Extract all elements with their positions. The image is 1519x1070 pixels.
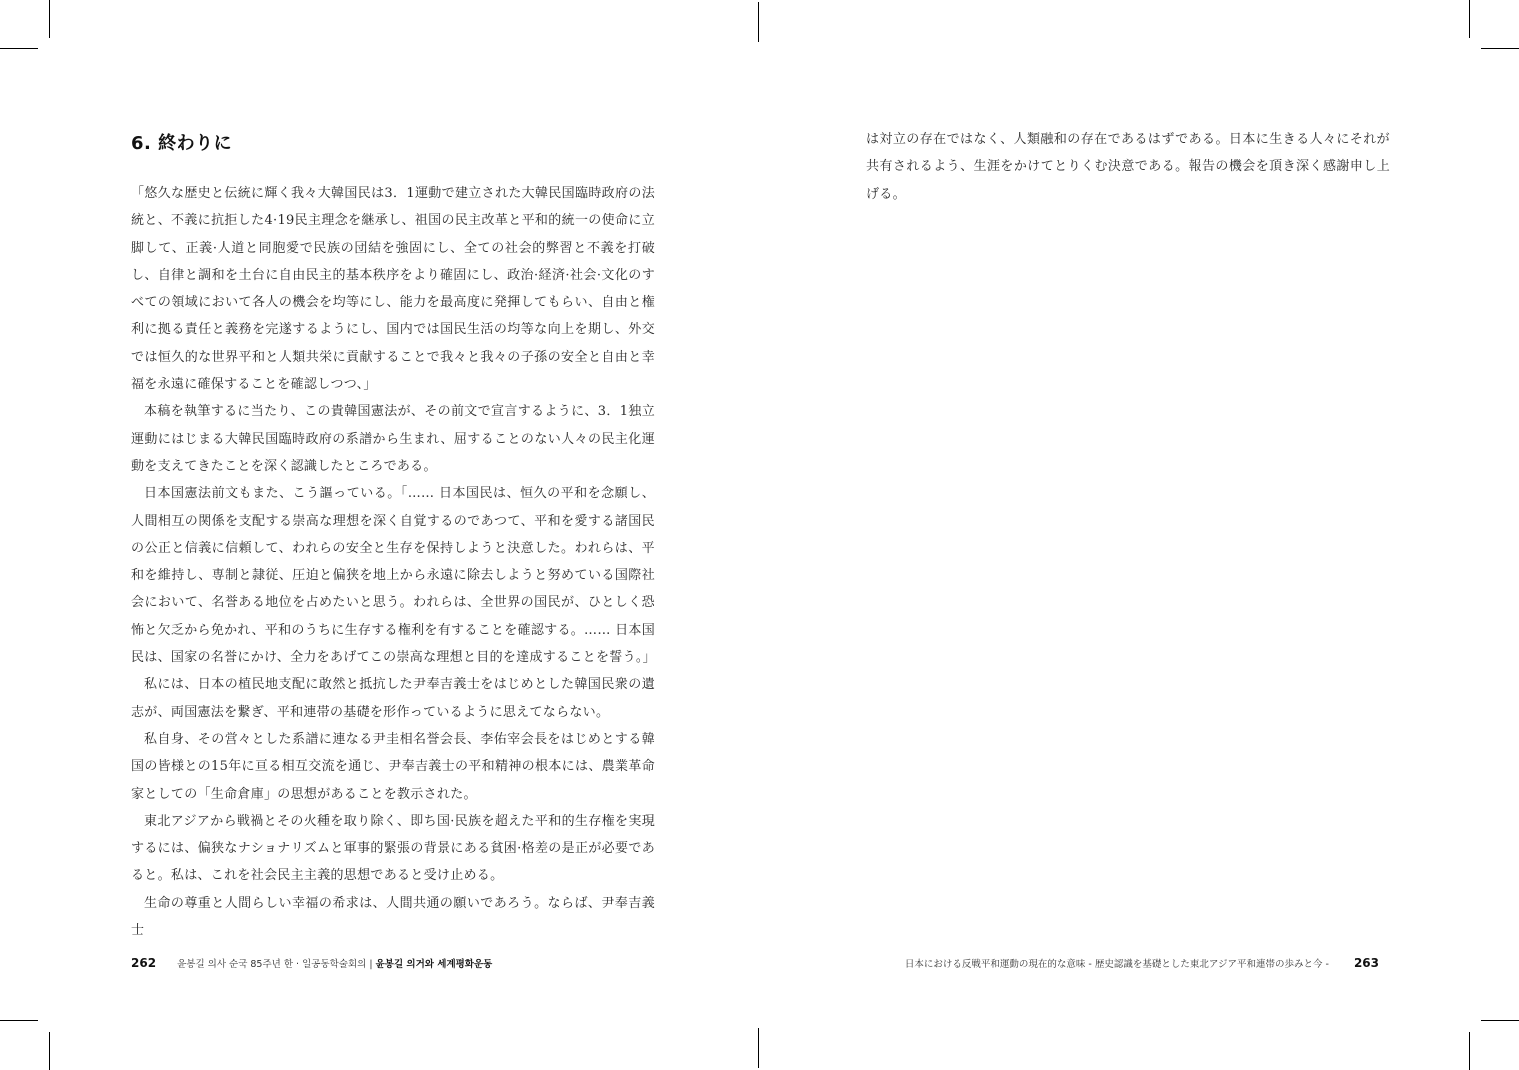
paragraph: 日本国憲法前文もまた、こう謳っている。「…… 日本国民は、恒久の平和を念願し、人間相互の関係を支配する崇高な理想を深く自覚するのであつて、平和を愛する諸国民の公正と信義に信頼して、われらの安全と生存を保持しようと決意した。われらは、平和を維持し、専制と隷従、圧迫と偏狭を地上から永遠に除去しようと努めている国際社会において、名誉ある地位を占めたいと思う。われらは、全世界の国民が、ひとしく恐怖と欠乏から免かれ、平和のうちに生存する権利を有することを確認する。…… 日本国民は、国家の名誉にかけ、全力をあげてこの崇高な理想と目的を達成することを誓う。」 [131,486,656,666]
page-number: 263 [1353,956,1379,970]
running-header-series: 윤봉길 의사 순국 85주년 한 · 일공동학술회의 | [177,959,373,970]
page-footer [905,956,1379,970]
body-text [131,180,655,944]
right-page [760,0,1519,1070]
section-heading: 6. 終わりに [131,133,233,154]
running-header-book-title: 윤봉길 의거와 세계평화운동 [375,959,493,970]
page-number: 262 [131,956,157,970]
body-text [866,126,1390,208]
running-header-title: 日本における反戦平和運動の現在的な意味 - 歴史認識を基礎とした東北アジア平和連帯の歩みと今 - [904,959,1329,970]
paragraph: 生命の尊重と人間らしい幸福の希求は、人間共通の願いであろう。ならば、尹奉吉義士 [131,895,655,939]
paragraph: 東北アジアから戦禍とその火種を取り除く、即ち国·民族を超えた平和的生存権を実現するには、偏狭なナショナリズムと軍事的緊張の背景にある貧困·格差の是正が必要であると。私は、これを社会民主主義的思想であると受け止める。 [131,813,655,884]
paragraph: 本稿を執筆するに当たり、この貴韓国憲法が、その前文で宣言するように、3．1独立運動にはじまる大韓民国臨時政府の系譜から生まれ、屈することのない人々の民主化運動を支えてきたことを深く認識したところである。 [131,404,655,474]
paragraph: 「悠久な歴史と伝統に輝く我々大韓国民は3．1運動で建立された大韓民国臨時政府の法統と、不義に抗拒した4·19民主理念を継承し、祖国の民主改革と平和的統一の使命に立脚して、正義·人道と同胞愛で民族の団結を強固にし、全ての社会的弊習と不義を打破し、自律と調和を土台に自由民主的基本秩序をより確固にし、政治·経済·社会·文化のすべての領域において各人の機会を均等にし、能力を最高度に発揮してもらい、自由と権利に拠る責任と義務を完遂するようにし、国内では国民生活の均等な向上を期し、外交では恒久的な世界平和と人類共栄に貢献することで我々と我々の子孫の安全と自由と幸福を永遠に確保することを確認しつつ、」 [131,186,655,393]
paragraph: 私自身、その営々とした系譜に連なる尹圭相名誉会長、李佑宰会長をはじめとする韓国の皆様との15年に亘る相互交流を通じ、尹奉吉義士の平和精神の根本には、農業革命家としての「生命倉庫」の思想があることを教示された。 [131,731,655,802]
paragraph: は対立の存在ではなく、人類融和の存在であるはずである。日本に生きる人々にそれが共有されるよう、生涯をかけてとりくむ決意である。報告の機会を頂き深く感謝申し上げる。 [866,132,1390,202]
paragraph: 私には、日本の植民地支配に敢然と抵抗した尹奉吉義士をはじめとした韓国民衆の遺志が、両国憲法を繋ぎ、平和連帯の基礎を形作っているように思えてならない。 [131,677,655,720]
left-page [0,0,759,1070]
page-footer [131,956,492,970]
